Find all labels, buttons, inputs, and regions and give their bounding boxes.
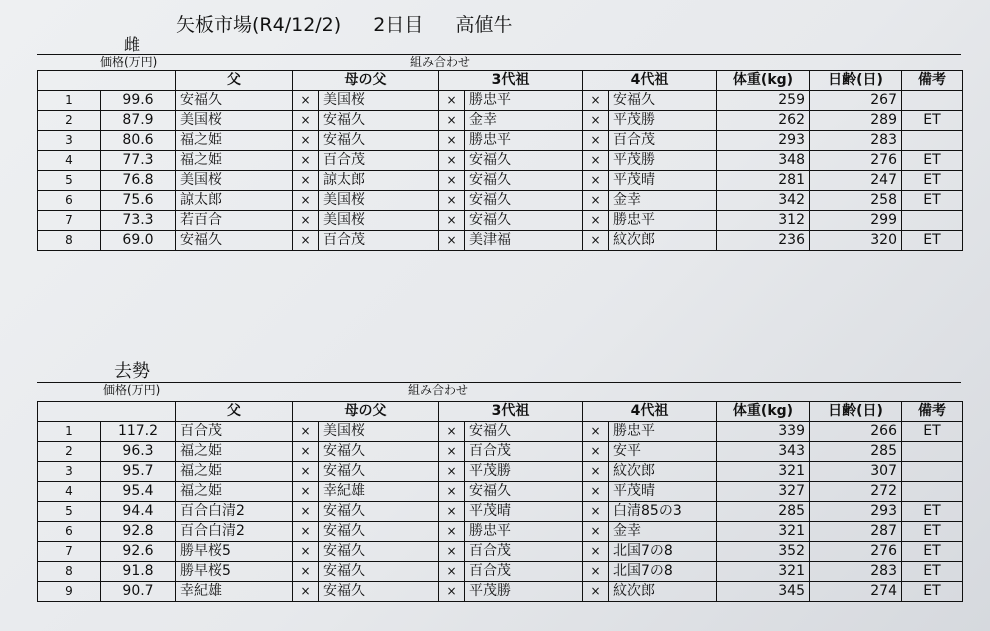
table-row xyxy=(38,462,963,482)
note-cell xyxy=(902,482,963,502)
row-number: 6 xyxy=(38,191,101,211)
mother-father-cell: 美国桜 xyxy=(319,191,439,211)
mother-father-cell: 美国桜 xyxy=(319,422,439,442)
weight-cell: 293 xyxy=(717,131,810,151)
table-row xyxy=(38,542,963,562)
col-no xyxy=(38,402,101,422)
cross-mark: × xyxy=(439,582,465,602)
age-cell: 267 xyxy=(810,91,902,111)
col-weight: 体重(kg) xyxy=(717,71,810,91)
row-number: 3 xyxy=(38,131,101,151)
age-cell: 299 xyxy=(810,211,902,231)
steer-table xyxy=(37,401,963,602)
cross-mark: × xyxy=(293,482,319,502)
gen3-cell: 平茂勝 xyxy=(465,582,583,602)
gen4-cell: 金幸 xyxy=(609,191,717,211)
cross-mark: × xyxy=(583,211,609,231)
gen3-cell: 平茂勝 xyxy=(465,462,583,482)
gen3-cell: 金幸 xyxy=(465,111,583,131)
mother-father-cell: 諒太郎 xyxy=(319,171,439,191)
price-cell: 87.9 xyxy=(101,111,176,131)
price-cell: 96.3 xyxy=(101,442,176,462)
cross-mark: × xyxy=(583,111,609,131)
col-mother-father: 母の父 xyxy=(293,71,439,91)
father-cell: 諒太郎 xyxy=(176,191,293,211)
cross-mark: × xyxy=(583,582,609,602)
weight-cell: 343 xyxy=(717,442,810,462)
gen4-cell: 安平 xyxy=(609,442,717,462)
table-row xyxy=(38,111,963,131)
weight-cell: 321 xyxy=(717,562,810,582)
note-cell: ET xyxy=(902,522,963,542)
father-cell: 美国桜 xyxy=(176,111,293,131)
table-row xyxy=(38,422,963,442)
market-name: 矢板市場(R4/12/2) xyxy=(176,14,342,36)
note-cell: ET xyxy=(902,582,963,602)
steer-table-top-border xyxy=(37,382,961,383)
table-row xyxy=(38,562,963,582)
cross-mark: × xyxy=(583,522,609,542)
mother-father-cell: 幸紀雄 xyxy=(319,482,439,502)
row-number: 8 xyxy=(38,231,101,251)
weight-cell: 352 xyxy=(717,542,810,562)
age-cell: 320 xyxy=(810,231,902,251)
table-row xyxy=(38,151,963,171)
female-combo-caption: 組み合わせ xyxy=(410,55,471,69)
row-number: 7 xyxy=(38,542,101,562)
table-row xyxy=(38,211,963,231)
cross-mark: × xyxy=(583,171,609,191)
weight-cell: 285 xyxy=(717,502,810,522)
cross-mark: × xyxy=(293,151,319,171)
sale-day: 2日目 xyxy=(373,14,424,36)
note-cell: ET xyxy=(902,111,963,131)
father-cell: 百合茂 xyxy=(176,422,293,442)
col-note: 備考 xyxy=(902,402,963,422)
father-cell: 幸紀雄 xyxy=(176,582,293,602)
note-cell: ET xyxy=(902,171,963,191)
price-cell: 69.0 xyxy=(101,231,176,251)
cross-mark: × xyxy=(439,151,465,171)
gen4-cell: 百合茂 xyxy=(609,131,717,151)
mother-father-cell: 安福久 xyxy=(319,131,439,151)
weight-cell: 312 xyxy=(717,211,810,231)
female-header-row xyxy=(38,71,963,91)
cross-mark: × xyxy=(583,191,609,211)
mother-father-cell: 百合茂 xyxy=(319,151,439,171)
cross-mark: × xyxy=(439,502,465,522)
col-age: 日齢(日) xyxy=(810,71,902,91)
gen4-cell: 紋次郎 xyxy=(609,582,717,602)
mother-father-cell: 安福久 xyxy=(319,542,439,562)
gen4-cell: 平茂勝 xyxy=(609,111,717,131)
mother-father-cell: 安福久 xyxy=(319,582,439,602)
cross-mark: × xyxy=(583,502,609,522)
cross-mark: × xyxy=(293,442,319,462)
table-row xyxy=(38,522,963,542)
cross-mark: × xyxy=(293,542,319,562)
cross-mark: × xyxy=(439,422,465,442)
mother-father-cell: 安福久 xyxy=(319,442,439,462)
cross-mark: × xyxy=(439,231,465,251)
price-cell: 95.4 xyxy=(101,482,176,502)
cross-mark: × xyxy=(583,231,609,251)
cross-mark: × xyxy=(439,522,465,542)
note-cell xyxy=(902,462,963,482)
gen4-cell: 北国7の8 xyxy=(609,542,717,562)
cross-mark: × xyxy=(293,231,319,251)
age-cell: 293 xyxy=(810,502,902,522)
gen4-cell: 勝忠平 xyxy=(609,211,717,231)
price-cell: 91.8 xyxy=(101,562,176,582)
col-note: 備考 xyxy=(902,71,963,91)
row-number: 3 xyxy=(38,462,101,482)
gen3-cell: 勝忠平 xyxy=(465,522,583,542)
gen3-cell: 安福久 xyxy=(465,422,583,442)
row-number: 9 xyxy=(38,582,101,602)
row-number: 1 xyxy=(38,422,101,442)
age-cell: 283 xyxy=(810,562,902,582)
mother-father-cell: 安福久 xyxy=(319,502,439,522)
female-section-label: 雌 xyxy=(124,35,141,54)
gen3-cell: 安福久 xyxy=(465,482,583,502)
cross-mark: × xyxy=(439,111,465,131)
gen3-cell: 平茂晴 xyxy=(465,502,583,522)
cross-mark: × xyxy=(293,131,319,151)
mother-father-cell: 安福久 xyxy=(319,111,439,131)
weight-cell: 339 xyxy=(717,422,810,442)
cross-mark: × xyxy=(439,191,465,211)
gen3-cell: 安福久 xyxy=(465,151,583,171)
price-cell: 77.3 xyxy=(101,151,176,171)
female-price-caption: 価格(万円) xyxy=(100,55,158,69)
weight-cell: 327 xyxy=(717,482,810,502)
row-number: 4 xyxy=(38,482,101,502)
gen3-cell: 勝忠平 xyxy=(465,91,583,111)
cross-mark: × xyxy=(293,462,319,482)
cross-mark: × xyxy=(293,211,319,231)
row-number: 2 xyxy=(38,111,101,131)
col-price xyxy=(101,402,176,422)
gen4-cell: 平茂晴 xyxy=(609,482,717,502)
note-cell xyxy=(902,131,963,151)
gen4-cell: 金幸 xyxy=(609,522,717,542)
father-cell: 福之姫 xyxy=(176,151,293,171)
cross-mark: × xyxy=(439,482,465,502)
price-cell: 76.8 xyxy=(101,171,176,191)
gen4-cell: 安福久 xyxy=(609,91,717,111)
mother-father-cell: 美国桜 xyxy=(319,211,439,231)
table-row xyxy=(38,582,963,602)
weight-cell: 259 xyxy=(717,91,810,111)
note-cell: ET xyxy=(902,231,963,251)
price-cell: 75.6 xyxy=(101,191,176,211)
father-cell: 百合白清2 xyxy=(176,502,293,522)
father-cell: 福之姫 xyxy=(176,462,293,482)
cross-mark: × xyxy=(439,542,465,562)
cross-mark: × xyxy=(439,131,465,151)
steer-section-label: 去勢 xyxy=(114,361,150,382)
page-title xyxy=(176,10,512,37)
father-cell: 美国桜 xyxy=(176,171,293,191)
note-cell xyxy=(902,211,963,231)
mother-father-cell: 美国桜 xyxy=(319,91,439,111)
price-cell: 80.6 xyxy=(101,131,176,151)
weight-cell: 345 xyxy=(717,582,810,602)
cross-mark: × xyxy=(293,562,319,582)
cross-mark: × xyxy=(293,91,319,111)
note-cell: ET xyxy=(902,151,963,171)
price-cell: 90.7 xyxy=(101,582,176,602)
father-cell: 勝早桜5 xyxy=(176,542,293,562)
gen4-cell: 北国7の8 xyxy=(609,562,717,582)
weight-cell: 262 xyxy=(717,111,810,131)
cross-mark: × xyxy=(439,442,465,462)
weight-cell: 236 xyxy=(717,231,810,251)
category-label: 高値牛 xyxy=(455,14,513,36)
price-cell: 73.3 xyxy=(101,211,176,231)
mother-father-cell: 百合茂 xyxy=(319,231,439,251)
col-gen4: 4代祖 xyxy=(583,402,717,422)
row-number: 8 xyxy=(38,562,101,582)
row-number: 7 xyxy=(38,211,101,231)
table-row xyxy=(38,131,963,151)
gen3-cell: 勝忠平 xyxy=(465,131,583,151)
cross-mark: × xyxy=(439,462,465,482)
gen4-cell: 白清85の3 xyxy=(609,502,717,522)
note-cell xyxy=(902,442,963,462)
age-cell: 283 xyxy=(810,131,902,151)
age-cell: 247 xyxy=(810,171,902,191)
cross-mark: × xyxy=(583,462,609,482)
row-number: 2 xyxy=(38,442,101,462)
female-table xyxy=(37,70,963,251)
cross-mark: × xyxy=(439,562,465,582)
table-row xyxy=(38,442,963,462)
cross-mark: × xyxy=(583,482,609,502)
cross-mark: × xyxy=(293,502,319,522)
age-cell: 289 xyxy=(810,111,902,131)
weight-cell: 321 xyxy=(717,522,810,542)
row-number: 5 xyxy=(38,171,101,191)
steer-header-row xyxy=(38,402,963,422)
mother-father-cell: 安福久 xyxy=(319,562,439,582)
col-price xyxy=(101,71,176,91)
weight-cell: 281 xyxy=(717,171,810,191)
age-cell: 276 xyxy=(810,151,902,171)
note-cell: ET xyxy=(902,502,963,522)
cross-mark: × xyxy=(583,442,609,462)
price-cell: 94.4 xyxy=(101,502,176,522)
col-father: 父 xyxy=(176,402,293,422)
father-cell: 安福久 xyxy=(176,91,293,111)
gen3-cell: 百合茂 xyxy=(465,562,583,582)
note-cell xyxy=(902,91,963,111)
price-cell: 95.7 xyxy=(101,462,176,482)
price-cell: 99.6 xyxy=(101,91,176,111)
col-gen3: 3代祖 xyxy=(439,71,583,91)
col-mother-father: 母の父 xyxy=(293,402,439,422)
father-cell: 勝早桜5 xyxy=(176,562,293,582)
female-table-top-border xyxy=(37,54,961,55)
note-cell: ET xyxy=(902,562,963,582)
age-cell: 307 xyxy=(810,462,902,482)
steer-combo-caption: 組み合わせ xyxy=(408,383,469,397)
age-cell: 258 xyxy=(810,191,902,211)
cross-mark: × xyxy=(439,211,465,231)
price-cell: 117.2 xyxy=(101,422,176,442)
cross-mark: × xyxy=(293,111,319,131)
gen4-cell: 平茂勝 xyxy=(609,151,717,171)
cross-mark: × xyxy=(583,562,609,582)
steer-price-caption: 価格(万円) xyxy=(103,383,161,397)
age-cell: 266 xyxy=(810,422,902,442)
weight-cell: 348 xyxy=(717,151,810,171)
cross-mark: × xyxy=(583,542,609,562)
gen4-cell: 平茂晴 xyxy=(609,171,717,191)
father-cell: 福之姫 xyxy=(176,442,293,462)
father-cell: 福之姫 xyxy=(176,131,293,151)
note-cell: ET xyxy=(902,542,963,562)
cross-mark: × xyxy=(583,422,609,442)
table-row xyxy=(38,482,963,502)
gen3-cell: 安福久 xyxy=(465,211,583,231)
mother-father-cell: 安福久 xyxy=(319,462,439,482)
table-row xyxy=(38,231,963,251)
price-cell: 92.6 xyxy=(101,542,176,562)
col-gen3: 3代祖 xyxy=(439,402,583,422)
father-cell: 若百合 xyxy=(176,211,293,231)
cross-mark: × xyxy=(293,422,319,442)
gen3-cell: 美津福 xyxy=(465,231,583,251)
age-cell: 274 xyxy=(810,582,902,602)
col-no xyxy=(38,71,101,91)
mother-father-cell: 安福久 xyxy=(319,522,439,542)
cross-mark: × xyxy=(293,582,319,602)
weight-cell: 321 xyxy=(717,462,810,482)
table-row xyxy=(38,171,963,191)
gen4-cell: 紋次郎 xyxy=(609,231,717,251)
father-cell: 福之姫 xyxy=(176,482,293,502)
gen3-cell: 安福久 xyxy=(465,191,583,211)
col-age: 日齢(日) xyxy=(810,402,902,422)
table-row xyxy=(38,91,963,111)
cross-mark: × xyxy=(439,91,465,111)
cross-mark: × xyxy=(293,191,319,211)
cross-mark: × xyxy=(293,522,319,542)
cross-mark: × xyxy=(293,171,319,191)
father-cell: 安福久 xyxy=(176,231,293,251)
age-cell: 276 xyxy=(810,542,902,562)
cross-mark: × xyxy=(583,91,609,111)
cross-mark: × xyxy=(583,151,609,171)
col-weight: 体重(kg) xyxy=(717,402,810,422)
note-cell: ET xyxy=(902,422,963,442)
weight-cell: 342 xyxy=(717,191,810,211)
row-number: 5 xyxy=(38,502,101,522)
father-cell: 百合白清2 xyxy=(176,522,293,542)
cross-mark: × xyxy=(439,171,465,191)
gen4-cell: 勝忠平 xyxy=(609,422,717,442)
col-gen4: 4代祖 xyxy=(583,71,717,91)
table-row xyxy=(38,191,963,211)
gen3-cell: 安福久 xyxy=(465,171,583,191)
gen3-cell: 百合茂 xyxy=(465,542,583,562)
table-row xyxy=(38,502,963,522)
note-cell: ET xyxy=(902,191,963,211)
row-number: 1 xyxy=(38,91,101,111)
gen4-cell: 紋次郎 xyxy=(609,462,717,482)
col-father: 父 xyxy=(176,71,293,91)
row-number: 6 xyxy=(38,522,101,542)
age-cell: 272 xyxy=(810,482,902,502)
price-cell: 92.8 xyxy=(101,522,176,542)
age-cell: 285 xyxy=(810,442,902,462)
row-number: 4 xyxy=(38,151,101,171)
age-cell: 287 xyxy=(810,522,902,542)
cross-mark: × xyxy=(583,131,609,151)
gen3-cell: 百合茂 xyxy=(465,442,583,462)
